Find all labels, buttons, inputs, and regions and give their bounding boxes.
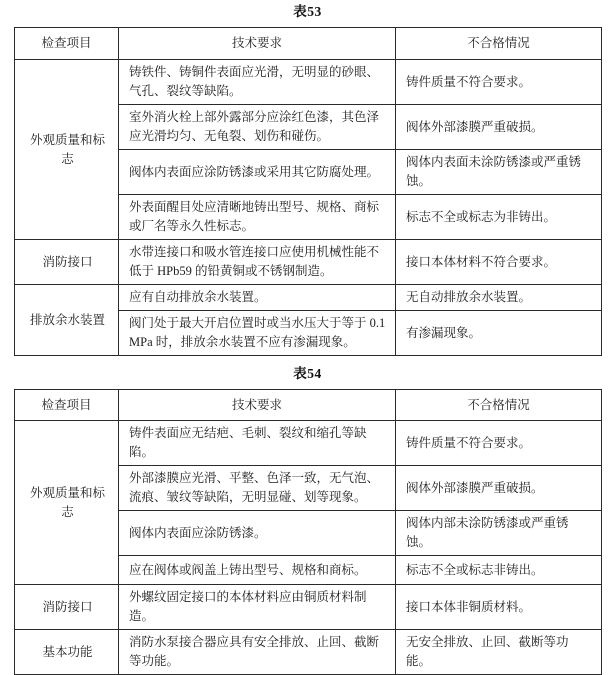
fail-cell: 有渗漏现象。 xyxy=(396,311,602,356)
requirement-cell: 铸件表面应无结疤、毛刺、裂纹和缩孔等缺陷。 xyxy=(119,421,396,466)
header-inspection-item: 检查项目 xyxy=(15,28,119,60)
section-appearance-quality: 外观质量和标志 xyxy=(15,421,119,585)
fail-cell: 接口本体非铜质材料。 xyxy=(396,585,602,630)
header-inspection-item: 检查项目 xyxy=(15,390,119,421)
fail-cell: 标志不全或标志非铸出。 xyxy=(396,556,602,585)
table-54 xyxy=(14,389,602,675)
requirement-cell: 室外消火栓上部外露部分应涂红色漆，其色泽应光滑均匀、无龟裂、划伤和碰伤。 xyxy=(119,105,396,150)
table-53 xyxy=(14,27,602,356)
fail-cell: 标志不全或标志为非铸出。 xyxy=(396,195,602,240)
table-row xyxy=(15,630,602,675)
requirement-cell: 铸铁件、铸铜件表面应光滑，无明显的砂眼、气孔、裂纹等缺陷。 xyxy=(119,60,396,105)
table54-title: 表54 xyxy=(293,366,322,381)
requirement-cell: 水带连接口和吸水管连接口应使用机械性能不低于 HPb59 的铅黄铜或不锈钢制造。 xyxy=(119,240,396,285)
requirement-cell: 阀体内表面应涂防锈漆或采用其它防腐处理。 xyxy=(119,150,396,195)
section-fire-connection: 消防接口 xyxy=(15,585,119,630)
section-basic-function: 基本功能 xyxy=(15,630,119,675)
requirement-cell: 外螺纹固定接口的本体材料应由铜质材料制造。 xyxy=(119,585,396,630)
table-row xyxy=(15,60,602,105)
section-residual-water-drain: 排放余水装置 xyxy=(15,285,119,356)
section-appearance-quality: 外观质量和标志 xyxy=(15,60,119,240)
requirement-cell: 外部漆膜应光滑、平整、色泽一致，无气泡、流痕、皱纹等缺陷，无明显碰、划等现象。 xyxy=(119,466,396,511)
fail-cell: 阀体外部漆膜严重破损。 xyxy=(396,466,602,511)
fail-cell: 接口本体材料不符合要求。 xyxy=(396,240,602,285)
requirement-cell: 外表面醒目处应清晰地铸出型号、规格、商标或厂名等永久性标志。 xyxy=(119,195,396,240)
requirement-cell: 阀体内表面应涂防锈漆。 xyxy=(119,511,396,556)
header-technical-requirement: 技术要求 xyxy=(119,390,396,421)
requirement-cell: 消防水泵接合器应具有安全排放、止回、截断等功能。 xyxy=(119,630,396,675)
fail-cell: 铸件质量不符合要求。 xyxy=(396,421,602,466)
requirement-cell: 应有自动排放余水装置。 xyxy=(119,285,396,311)
section-fire-connection: 消防接口 xyxy=(15,240,119,285)
table-row xyxy=(15,240,602,285)
header-nonconformance: 不合格情况 xyxy=(396,28,602,60)
fail-cell: 无安全排放、止回、截断等功能。 xyxy=(396,630,602,675)
table-row xyxy=(15,421,602,466)
requirement-cell: 阀门处于最大开启位置时或当水压大于等于 0.1 MPa 时，排放余水装置不应有渗漏现象。 xyxy=(119,311,396,356)
fail-cell: 阀体外部漆膜严重破损。 xyxy=(396,105,602,150)
fail-cell: 无自动排放余水装置。 xyxy=(396,285,602,311)
table-row xyxy=(15,585,602,630)
fail-cell: 阀体内表面未涂防锈漆或严重锈蚀。 xyxy=(396,150,602,195)
header-technical-requirement: 技术要求 xyxy=(119,28,396,60)
fail-cell: 铸件质量不符合要求。 xyxy=(396,60,602,105)
table54-header-row xyxy=(15,390,602,421)
requirement-cell: 应在阀体或阀盖上铸出型号、规格和商标。 xyxy=(119,556,396,585)
fail-cell: 阀体内部未涂防锈漆或严重锈蚀。 xyxy=(396,511,602,556)
table53-title: 表53 xyxy=(293,4,322,19)
table-row xyxy=(15,285,602,311)
header-nonconformance: 不合格情况 xyxy=(396,390,602,421)
table53-header-row xyxy=(15,28,602,60)
